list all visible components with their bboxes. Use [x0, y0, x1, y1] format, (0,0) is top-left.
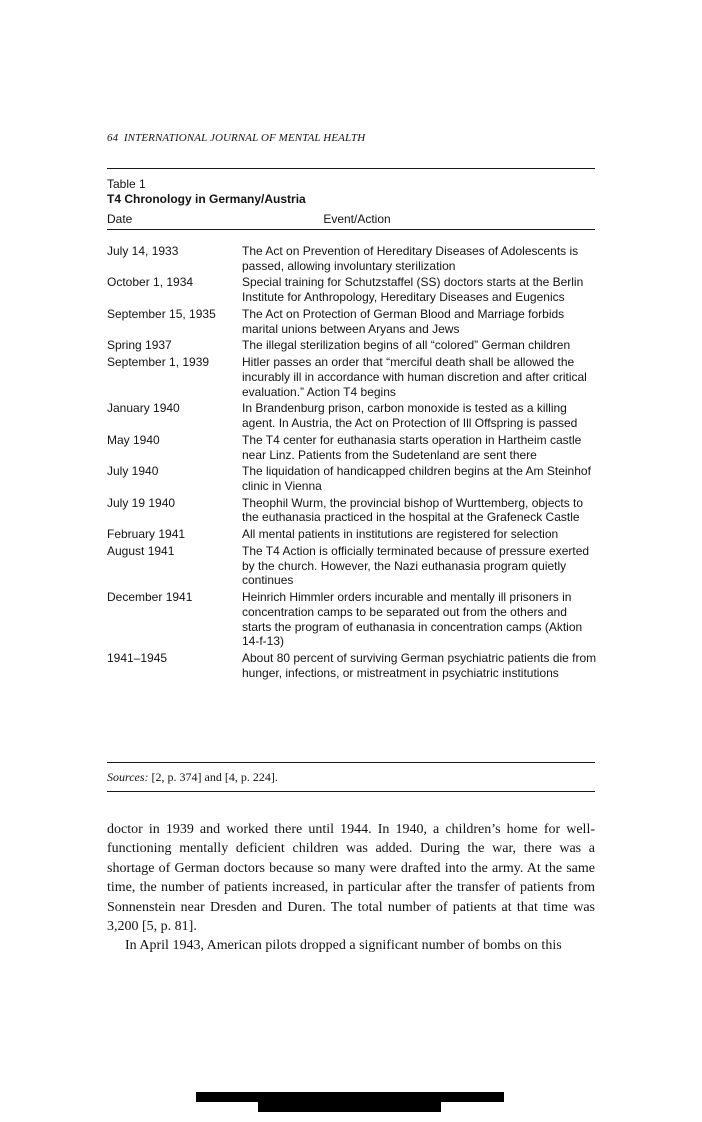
row-event: About 80 percent of surviving German psychiatric patients die from hunger, infections, or mistreatment in psychiatric institutions [242, 651, 597, 680]
row-event: The Act on Protection of German Blood and Marriage forbids marital unions between Aryans and Jews [242, 306, 565, 336]
sources-text: [2, p. 374] and [4, p. 224]. [148, 770, 278, 784]
body-paragraph: In April 1943, American pilots dropped a significant number of bombs on this [125, 938, 562, 954]
table-row [107, 527, 597, 542]
table-top-rule [107, 168, 595, 169]
sources-label: Sources: [107, 770, 149, 784]
row-event: The illegal sterilization begins of all “colored” German children [242, 338, 571, 353]
table-row [107, 590, 597, 648]
row-event: Special training for Schutzstaffel (SS) doctors starts at the Berlin Institute for Anthropology, Hereditary Diseases and Eugenics [242, 275, 584, 305]
row-event: The Act on Prevention of Hereditary Diseases of Adolescents is passed, allowing involuntary sterilization [242, 244, 579, 273]
page-number: 64 [107, 132, 119, 144]
row-date: July 1940 [107, 464, 159, 479]
row-event: Hitler passes an order that “merciful death shall be allowed the incurably ill in accordance with human discretion and after critical evaluation.” Action T4 begins [242, 355, 587, 399]
table-row [107, 244, 597, 273]
table-row [107, 544, 597, 588]
row-date: January 1940 [107, 401, 180, 416]
table-row [107, 275, 597, 304]
row-date: Spring 1937 [107, 338, 172, 353]
table-row [107, 401, 597, 430]
body-paragraph: doctor in 1939 and worked there until 1944. In 1940, a children’s home for well-functioning mentally deficient children was added. During the war, there was a shortage of German doctors because so many were drafted into the army. At the same time, the number of patients increased, in particular after the transfer of patients from Sonnenstein near Dresden and Duren. The total number of patients at that time was 3,200 [5, p. 81]. [107, 822, 595, 935]
row-date: December 1941 [107, 590, 193, 605]
row-date: July 19 1940 [107, 495, 176, 510]
row-date: May 1940 [107, 432, 160, 447]
row-date: July 14, 1933 [107, 244, 179, 258]
table-row [107, 355, 597, 399]
journal-title: INTERNATIONAL JOURNAL OF MENTAL HEALTH [123, 132, 366, 144]
row-event: Theophil Wurm, the provincial bishop of Wurttemberg, objects to the euthanasia practiced in the hospital at the Grafeneck Castle [242, 495, 584, 525]
row-event: The T4 Action is officially terminated because of pressure exerted by the church. However, the Nazi euthanasia program quietly continues [242, 544, 590, 588]
table-row [107, 433, 597, 462]
row-date: September 15, 1935 [107, 306, 216, 321]
running-head [107, 132, 365, 144]
table-label: Table 1 [107, 177, 146, 191]
row-event: All mental patients in institutions are registered for selection [242, 527, 559, 542]
table-header-rule [107, 229, 595, 230]
table-body [107, 244, 597, 682]
table-title: T4 Chronology in Germany/Austria [107, 192, 306, 206]
row-event: The T4 center for euthanasia starts operation in Hartheim castle near Linz. Patients from the Sudetenland are sent there [242, 432, 582, 462]
table-row [107, 464, 597, 493]
row-date: 1941–1945 [107, 651, 168, 665]
body-text [107, 820, 595, 956]
row-date: February 1941 [107, 527, 186, 542]
column-header-date: Date [107, 212, 133, 226]
row-event: In Brandenburg prison, carbon monoxide is tested as a killing agent. In Austria, the Act on Protection of Ill Offspring is passed [242, 401, 578, 431]
table-row [107, 307, 597, 336]
row-date: September 1, 1939 [107, 355, 210, 370]
table-row [107, 338, 597, 353]
table-bottom-rule [107, 762, 595, 763]
table-row [107, 651, 597, 680]
sources-rule [107, 791, 595, 792]
row-date: August 1941 [107, 544, 175, 559]
column-header-event: Event/Action [323, 212, 391, 226]
table-sources [107, 770, 278, 785]
row-date: October 1, 1934 [107, 275, 194, 290]
footer-bar [258, 1100, 441, 1112]
table-row [107, 496, 597, 525]
row-event: The liquidation of handicapped children begins at the Am Steinhof clinic in Vienna [242, 464, 591, 493]
row-event: Heinrich Himmler orders incurable and mentally ill prisoners in concentration camps to be separated out from the others and starts the program of euthanasia in concentration camps (Aktion 14-f-13) [242, 590, 583, 649]
